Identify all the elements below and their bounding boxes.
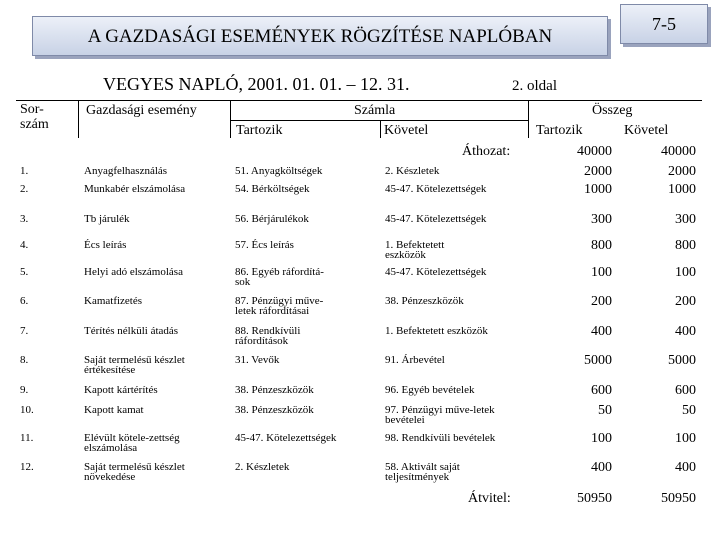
row-number: 11. [20, 432, 34, 444]
carry-out-credit: 50950 [661, 491, 696, 506]
col-header-amount-credit: Követel [624, 123, 669, 138]
row-amount-credit: 400 [675, 460, 696, 475]
row-credit-account: 2. Készletek [385, 165, 440, 177]
row-event: Kapott kártérítés [84, 384, 158, 396]
row-debit-account: 2. Készletek [235, 461, 290, 473]
row-event: Saját termelésű készlet növekedése [84, 461, 185, 483]
row-event: Térítés nélküli átadás [84, 325, 179, 337]
row-debit-account: 87. Pénzügyi műve- letek ráfordításai [235, 295, 324, 317]
carry-in-credit: 40000 [661, 144, 696, 159]
row-event: Anyagfelhasználás [84, 165, 168, 177]
col-header-amount-debit: Tartozik [536, 123, 583, 138]
page-title: A GAZDASÁGI ESEMÉNYEK RÖGZÍTÉSE NAPLÓBAN [87, 26, 553, 47]
row-debit-account: 88. Rendkívüli ráfordítások [235, 325, 301, 347]
row-amount-credit: 5000 [668, 353, 696, 368]
row-amount-debit: 100 [591, 431, 612, 446]
row-event: Écs leírás [84, 239, 127, 251]
col-header-event: Gazdasági esemény [86, 103, 197, 118]
journal-subtitle: VEGYES NAPLÓ, 2001. 01. 01. – 12. 31. [103, 74, 410, 94]
row-number: 6. [20, 295, 29, 307]
row-number: 8. [20, 354, 29, 366]
row-number: 2. [20, 183, 29, 195]
carry-out-label: Átvitel: [468, 491, 511, 506]
row-credit-account: 58. Aktivált saját teljesítmények [385, 461, 460, 483]
row-credit-account: 45-47. Kötelezettségek [385, 266, 487, 278]
row-amount-debit: 200 [591, 294, 612, 309]
row-number: 10. [20, 404, 34, 416]
row-amount-debit: 2000 [584, 164, 612, 179]
row-debit-account: 51. Anyagköltségek [235, 165, 323, 177]
row-debit-account: 38. Pénzeszközök [235, 384, 314, 396]
title-banner [32, 16, 608, 56]
row-amount-credit: 100 [675, 265, 696, 280]
row-amount-credit: 200 [675, 294, 696, 309]
row-event: Kapott kamat [84, 404, 144, 416]
col-header-account: Számla [354, 103, 396, 118]
event-col-divider [78, 100, 79, 138]
row-amount-credit: 600 [675, 383, 696, 398]
row-credit-account: 98. Rendkívüli bevételek [385, 432, 496, 444]
row-number: 3. [20, 213, 29, 225]
row-amount-debit: 5000 [584, 353, 612, 368]
col-header-credit-account: Követel [384, 123, 429, 138]
row-credit-account: 1. Befektetett eszközök [385, 325, 488, 337]
row-debit-account: 86. Egyéb ráfordítá- sok [235, 266, 324, 288]
carry-in-label: Áthozat: [462, 144, 511, 159]
row-event: Kamatfizetés [84, 295, 143, 307]
row-amount-credit: 50 [682, 403, 696, 418]
col-header-sorszam: Sor- szám [20, 102, 49, 132]
table-top-border [16, 100, 702, 101]
row-amount-credit: 400 [675, 324, 696, 339]
slide-number: 7-5 [652, 14, 676, 34]
row-amount-credit: 1000 [668, 182, 696, 197]
row-credit-account: 97. Pénzügyi műve-letek bevételei [385, 404, 495, 426]
row-amount-debit: 400 [591, 324, 612, 339]
row-amount-debit: 300 [591, 212, 612, 227]
row-amount-credit: 2000 [668, 164, 696, 179]
row-amount-debit: 800 [591, 238, 612, 253]
row-number: 12. [20, 461, 34, 473]
row-amount-credit: 800 [675, 238, 696, 253]
row-number: 1. [20, 165, 29, 177]
row-amount-credit: 300 [675, 212, 696, 227]
row-debit-account: 54. Bérköltségek [235, 183, 310, 195]
row-number: 4. [20, 239, 29, 251]
col-header-debit-account: Tartozik [236, 123, 283, 138]
account-header-divider [230, 120, 528, 121]
row-credit-account: 1. Befektetett eszközök [385, 239, 445, 261]
carry-in-debit: 40000 [577, 144, 612, 159]
row-event: Helyi adó elszámolása [84, 266, 183, 278]
row-amount-debit: 50 [598, 403, 612, 418]
row-amount-credit: 100 [675, 431, 696, 446]
row-number: 7. [20, 325, 29, 337]
row-amount-debit: 400 [591, 460, 612, 475]
row-amount-debit: 100 [591, 265, 612, 280]
row-amount-debit: 1000 [584, 182, 612, 197]
page-number-label: 2. oldal [512, 78, 557, 94]
row-amount-debit: 600 [591, 383, 612, 398]
row-credit-account: 45-47. Kötelezettségek [385, 183, 487, 195]
row-debit-account: 38. Pénzeszközök [235, 404, 314, 416]
row-debit-account: 56. Bérjárulékok [235, 213, 309, 225]
amount-col-divider [528, 100, 529, 138]
col-header-amount: Összeg [592, 103, 633, 118]
credit-col-divider [380, 120, 381, 138]
row-credit-account: 38. Pénzeszközök [385, 295, 464, 307]
row-debit-account: 45-47. Kötelezettségek [235, 432, 337, 444]
slide-number-badge [620, 4, 708, 44]
row-debit-account: 31. Vevők [235, 354, 280, 366]
carry-out-debit: 50950 [577, 491, 612, 506]
row-credit-account: 45-47. Kötelezettségek [385, 213, 487, 225]
debit-col-divider [230, 100, 231, 138]
row-credit-account: 91. Árbevétel [385, 354, 445, 366]
row-event: Tb járulék [84, 213, 130, 225]
row-number: 9. [20, 384, 29, 396]
row-debit-account: 57. Écs leírás [235, 239, 294, 251]
row-number: 5. [20, 266, 29, 278]
row-event: Munkabér elszámolása [84, 183, 186, 195]
row-credit-account: 96. Egyéb bevételek [385, 384, 475, 396]
row-event: Saját termelésű készlet értékesítése [84, 354, 185, 376]
row-event: Elévült kötele-zettség elszámolása [84, 432, 180, 454]
